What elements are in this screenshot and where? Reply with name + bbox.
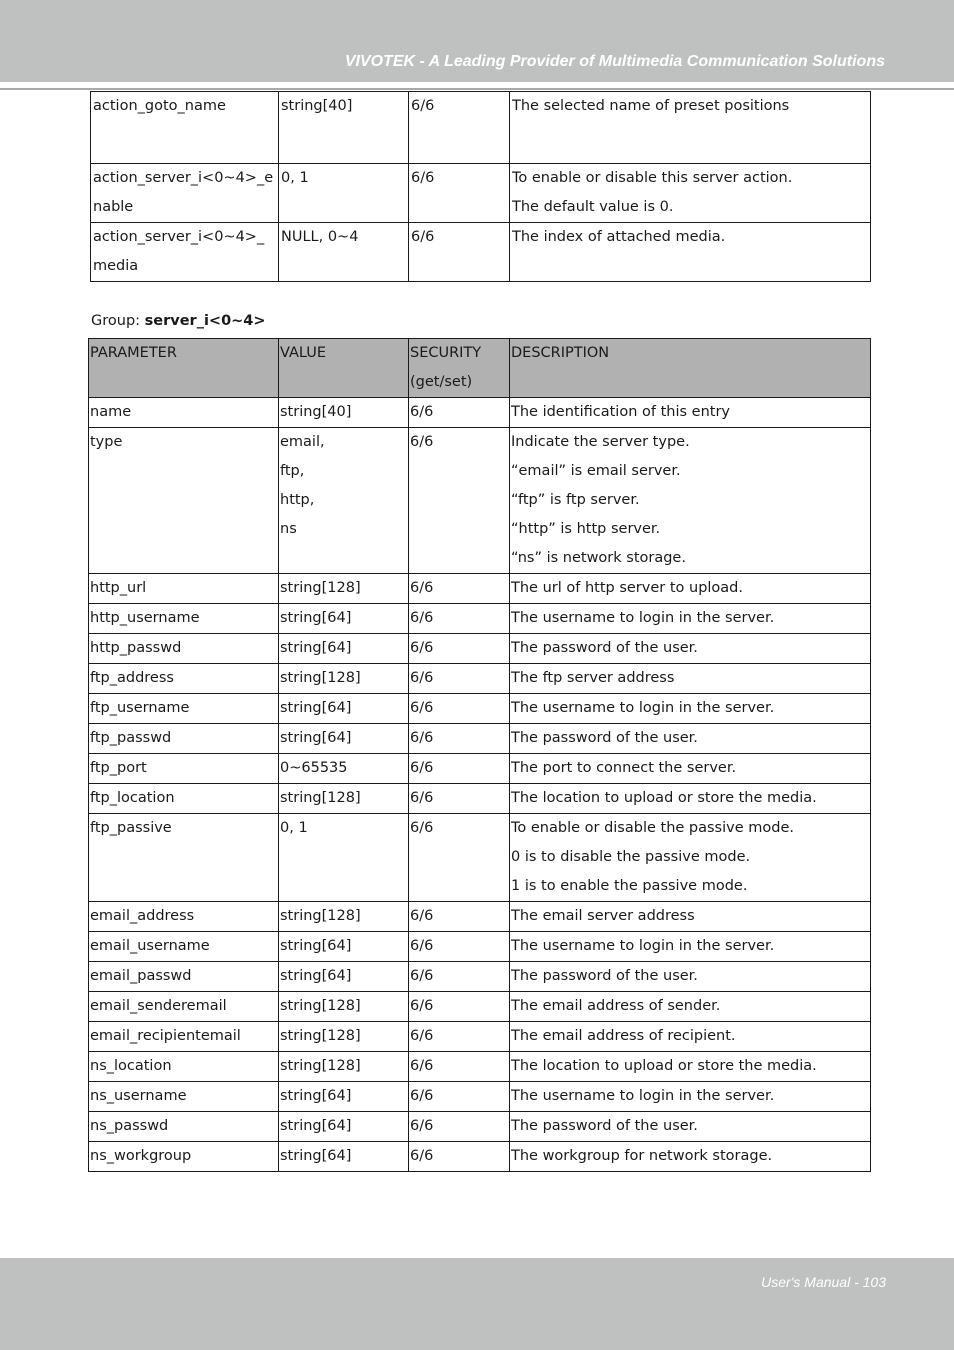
value-cell <box>279 962 409 992</box>
description-cell <box>510 992 871 1022</box>
table-row <box>91 164 871 223</box>
cell-line: 6/6 <box>410 1088 434 1104</box>
group-label <box>91 313 266 329</box>
cell-line: 6/6 <box>411 229 435 245</box>
cell-line: 0, 1 <box>280 820 308 836</box>
parameter-cell <box>89 1022 279 1052</box>
parameter-cell <box>89 932 279 962</box>
security-cell <box>409 428 510 574</box>
value-cell <box>279 1142 409 1172</box>
parameter-cell <box>89 1082 279 1112</box>
action-params-table <box>90 91 871 282</box>
parameter-cell <box>89 814 279 902</box>
parameter-cell <box>89 962 279 992</box>
value-cell <box>279 1052 409 1082</box>
cell-line: The selected name of preset positions <box>512 98 790 114</box>
cell-line: 6/6 <box>410 640 434 656</box>
table-row <box>89 398 871 428</box>
parameter-cell <box>89 664 279 694</box>
value-cell <box>279 784 409 814</box>
value-cell <box>279 1022 409 1052</box>
value-cell <box>279 1112 409 1142</box>
table-row <box>89 574 871 604</box>
cell-line: Indicate the server type. <box>511 434 690 450</box>
parameter-cell <box>89 428 279 574</box>
value-cell <box>279 164 409 223</box>
cell-line: name <box>90 404 132 420</box>
cell-line: email_address <box>90 908 195 924</box>
description-cell <box>510 164 871 223</box>
security-cell <box>409 574 510 604</box>
cell-line: SECURITY <box>410 345 482 361</box>
cell-line: string[128] <box>280 998 361 1014</box>
cell-line: The location to upload or store the media. <box>511 1058 817 1074</box>
cell-line: http, <box>280 492 315 508</box>
cell-line: The email server address <box>511 908 695 924</box>
description-cell <box>510 962 871 992</box>
table-row <box>89 784 871 814</box>
cell-line: string[64] <box>280 938 352 954</box>
cell-line: VALUE <box>280 345 327 361</box>
table-row <box>89 1052 871 1082</box>
security-cell <box>409 784 510 814</box>
cell-line: ftp_passwd <box>90 730 172 746</box>
cell-line: 6/6 <box>410 610 434 626</box>
security-cell <box>409 932 510 962</box>
header-description <box>510 339 871 398</box>
description-cell <box>510 1052 871 1082</box>
cell-line: The email address of recipient. <box>511 1028 736 1044</box>
value-cell <box>279 932 409 962</box>
value-cell <box>279 814 409 902</box>
table-row <box>91 223 871 282</box>
description-cell <box>510 634 871 664</box>
cell-line: email_username <box>90 938 210 954</box>
description-cell <box>510 1022 871 1052</box>
cell-line: ftp_passive <box>90 820 172 836</box>
cell-line: The password of the user. <box>511 1118 698 1134</box>
cell-line: 6/6 <box>410 1028 434 1044</box>
parameter-cell <box>89 398 279 428</box>
value-cell <box>279 1082 409 1112</box>
value-cell <box>279 223 409 282</box>
value-cell <box>279 664 409 694</box>
value-cell <box>279 724 409 754</box>
security-cell <box>409 962 510 992</box>
table-row <box>89 634 871 664</box>
page-header <box>0 0 954 82</box>
table-row <box>89 724 871 754</box>
cell-line: The password of the user. <box>511 730 698 746</box>
cell-line: string[40] <box>280 404 352 420</box>
cell-line: The username to login in the server. <box>511 938 775 954</box>
value-cell <box>279 398 409 428</box>
value-cell <box>279 604 409 634</box>
cell-line: string[64] <box>280 1088 352 1104</box>
security-cell <box>409 992 510 1022</box>
cell-line: NULL, 0~4 <box>281 229 359 245</box>
description-cell <box>510 724 871 754</box>
cell-line: The port to connect the server. <box>511 760 737 776</box>
table-row <box>89 604 871 634</box>
security-cell <box>409 724 510 754</box>
cell-line: 6/6 <box>410 1058 434 1074</box>
security-cell <box>409 664 510 694</box>
description-cell <box>510 1142 871 1172</box>
cell-line: ns <box>280 521 297 537</box>
security-cell <box>409 398 510 428</box>
cell-line: To enable or disable the passive mode. <box>511 820 794 836</box>
security-cell <box>409 1052 510 1082</box>
cell-line: 6/6 <box>410 908 434 924</box>
cell-line: The ftp server address <box>511 670 675 686</box>
cell-line: string[128] <box>280 670 361 686</box>
group-name: server_i<0~4> <box>144 313 266 329</box>
cell-line: 6/6 <box>410 730 434 746</box>
cell-line: The workgroup for network storage. <box>511 1148 773 1164</box>
cell-line: 1 is to enable the passive mode. <box>511 878 748 894</box>
parameter-cell <box>89 784 279 814</box>
value-cell <box>279 574 409 604</box>
cell-line: ns_username <box>90 1088 187 1104</box>
description-cell <box>510 604 871 634</box>
cell-line: 6/6 <box>410 998 434 1014</box>
cell-line: 6/6 <box>410 760 434 776</box>
cell-line: action_goto_name <box>93 98 226 114</box>
table-row <box>89 428 871 574</box>
table-row <box>89 754 871 784</box>
security-cell <box>409 604 510 634</box>
description-cell <box>510 664 871 694</box>
cell-line: 6/6 <box>410 1118 434 1134</box>
description-cell <box>510 784 871 814</box>
cell-line: string[64] <box>280 1148 352 1164</box>
header-value <box>279 339 409 398</box>
cell-line: 6/6 <box>411 170 435 186</box>
parameter-cell <box>91 223 279 282</box>
table-row <box>89 902 871 932</box>
table-row <box>89 1142 871 1172</box>
value-cell <box>279 992 409 1022</box>
cell-line: string[64] <box>280 700 352 716</box>
cell-line: The email address of sender. <box>511 998 721 1014</box>
security-cell <box>409 634 510 664</box>
cell-line: 6/6 <box>410 968 434 984</box>
cell-line: The password of the user. <box>511 640 698 656</box>
cell-line: http_url <box>90 580 147 596</box>
parameter-cell <box>89 604 279 634</box>
description-cell <box>510 92 871 164</box>
value-cell <box>279 428 409 574</box>
cell-line: 6/6 <box>410 580 434 596</box>
cell-line: The url of http server to upload. <box>511 580 743 596</box>
table-row <box>89 664 871 694</box>
cell-line: email, <box>280 434 325 450</box>
parameter-cell <box>91 164 279 223</box>
cell-line: 0~65535 <box>280 760 348 776</box>
parameter-cell <box>89 902 279 932</box>
cell-line: “email” is email server. <box>511 463 681 479</box>
security-cell <box>409 902 510 932</box>
security-cell <box>409 92 510 164</box>
parameter-cell <box>89 634 279 664</box>
cell-line: “ftp” is ftp server. <box>511 492 640 508</box>
security-cell <box>409 1082 510 1112</box>
cell-line: ftp_username <box>90 700 190 716</box>
page-number: User's Manual - 103 <box>761 1274 886 1290</box>
description-cell <box>510 428 871 574</box>
value-cell <box>279 754 409 784</box>
cell-line: string[64] <box>280 640 352 656</box>
cell-line: The location to upload or store the media. <box>511 790 817 806</box>
cell-line: The identification of this entry <box>511 404 731 420</box>
security-cell <box>409 694 510 724</box>
table-row <box>91 92 871 164</box>
cell-line: media <box>93 258 139 274</box>
cell-line: (get/set) <box>410 374 473 390</box>
cell-line: 6/6 <box>410 820 434 836</box>
cell-line: To enable or disable this server action. <box>512 170 793 186</box>
security-cell <box>409 1142 510 1172</box>
cell-line: The username to login in the server. <box>511 1088 775 1104</box>
cell-line: email_senderemail <box>90 998 227 1014</box>
cell-line: action_server_i<0~4>_e <box>93 170 274 186</box>
cell-line: 6/6 <box>410 670 434 686</box>
cell-line: string[128] <box>280 1058 361 1074</box>
cell-line: string[64] <box>280 610 352 626</box>
cell-line: 6/6 <box>410 700 434 716</box>
cell-line: 6/6 <box>411 98 435 114</box>
cell-line: string[128] <box>280 580 361 596</box>
cell-line: The index of attached media. <box>512 229 726 245</box>
description-cell <box>510 754 871 784</box>
description-cell <box>510 932 871 962</box>
table-header-row <box>89 339 871 398</box>
table-row <box>89 962 871 992</box>
security-cell <box>409 1022 510 1052</box>
description-cell <box>510 1082 871 1112</box>
table-row <box>89 1022 871 1052</box>
cell-line: http_username <box>90 610 200 626</box>
table-row <box>89 992 871 1022</box>
group-prefix: Group: <box>91 313 141 329</box>
cell-line: ns_workgroup <box>90 1148 192 1164</box>
parameter-cell <box>91 92 279 164</box>
cell-line: 6/6 <box>410 404 434 420</box>
security-cell <box>409 223 510 282</box>
table-row <box>89 1112 871 1142</box>
cell-line: action_server_i<0~4>_ <box>93 229 265 245</box>
cell-line: string[128] <box>280 790 361 806</box>
cell-line: email_recipientemail <box>90 1028 241 1044</box>
parameter-cell <box>89 754 279 784</box>
description-cell <box>510 1112 871 1142</box>
cell-line: 6/6 <box>410 938 434 954</box>
server-params-table <box>88 338 871 1172</box>
value-cell <box>279 694 409 724</box>
cell-line: 0 is to disable the passive mode. <box>511 849 751 865</box>
parameter-cell <box>89 574 279 604</box>
parameter-cell <box>89 724 279 754</box>
value-cell <box>279 902 409 932</box>
cell-line: The password of the user. <box>511 968 698 984</box>
cell-line: ftp_address <box>90 670 174 686</box>
parameter-cell <box>89 1112 279 1142</box>
cell-line: The username to login in the server. <box>511 700 775 716</box>
cell-line: DESCRIPTION <box>511 345 610 361</box>
cell-line: nable <box>93 199 134 215</box>
description-cell <box>510 694 871 724</box>
cell-line: ns_location <box>90 1058 172 1074</box>
parameter-cell <box>89 1142 279 1172</box>
cell-line: ftp_port <box>90 760 147 776</box>
table-row <box>89 694 871 724</box>
description-cell <box>510 574 871 604</box>
header-security <box>409 339 510 398</box>
security-cell <box>409 754 510 784</box>
cell-line: string[128] <box>280 1028 361 1044</box>
description-cell <box>510 223 871 282</box>
description-cell <box>510 902 871 932</box>
security-cell <box>409 814 510 902</box>
cell-line: string[64] <box>280 968 352 984</box>
cell-line: 6/6 <box>410 790 434 806</box>
cell-line: string[128] <box>280 908 361 924</box>
description-cell <box>510 398 871 428</box>
header-parameter <box>89 339 279 398</box>
cell-line: 6/6 <box>410 1148 434 1164</box>
table-row <box>89 814 871 902</box>
security-cell <box>409 1112 510 1142</box>
cell-line: The default value is 0. <box>512 199 674 215</box>
value-cell <box>279 92 409 164</box>
cell-line: string[64] <box>280 1118 352 1134</box>
description-cell <box>510 814 871 902</box>
parameter-cell <box>89 1052 279 1082</box>
parameter-cell <box>89 992 279 1022</box>
cell-line: ftp, <box>280 463 305 479</box>
parameter-cell <box>89 694 279 724</box>
cell-line: The username to login in the server. <box>511 610 775 626</box>
cell-line: 6/6 <box>410 434 434 450</box>
cell-line: type <box>90 434 123 450</box>
table-row <box>89 932 871 962</box>
security-cell <box>409 164 510 223</box>
cell-line: string[40] <box>281 98 353 114</box>
cell-line: “http” is http server. <box>511 521 661 537</box>
cell-line: ftp_location <box>90 790 175 806</box>
table-row <box>89 1082 871 1112</box>
cell-line: PARAMETER <box>90 345 177 361</box>
cell-line: string[64] <box>280 730 352 746</box>
cell-line: ns_passwd <box>90 1118 169 1134</box>
cell-line: email_passwd <box>90 968 192 984</box>
header-divider <box>0 88 954 90</box>
header-title: VIVOTEK - A Leading Provider of Multimedia Communication Solutions <box>344 53 885 70</box>
cell-line: http_passwd <box>90 640 182 656</box>
cell-line: “ns” is network storage. <box>511 550 686 566</box>
cell-line: 0, 1 <box>281 170 309 186</box>
value-cell <box>279 634 409 664</box>
page-footer <box>0 1258 954 1350</box>
